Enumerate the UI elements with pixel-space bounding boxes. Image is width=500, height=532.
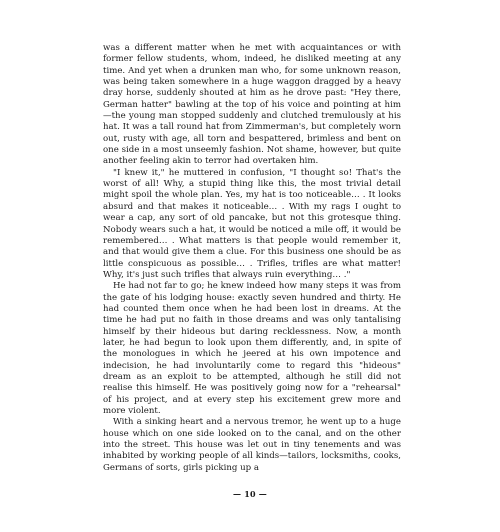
page-number: — 10 — <box>233 489 267 499</box>
paragraph-hat-monologue: "I knew it," he muttered in confusion, "I thought so! That's the worst of all! Why, a stupid thing like this, the most trivial detail might spoil the whole plan. Yes, my hat is too noticeable… . It looks absurd and that makes it noticeable… . With my rags I ought to wear a cap, any sort of old pancake, but not this grotesque thing. Nobody wears such a hat, it would be noticed a mile off, it would be remembered… . What matters is that people would remember it, and that would give them a clue. For this business one should be as little conspicuous as possible… . Trifles, trifles are what matter! Why, it's just such trifles that always ruin everything… ." <box>103 167 401 280</box>
body-text <box>103 43 401 474</box>
paragraph-huge-house: With a sinking heart and a nervous tremor, he went up to a huge house which on one side looked on to the canal, and on the other into the street. This house was let out in tiny tenements and was inhabited by working people of all kinds—tailors, locksmiths, cooks, Germans of sorts, girls picking up a <box>103 417 401 473</box>
paragraph-seven-hundred-steps: He had not far to go; he knew indeed how many steps it was from the gate of his lodging house: exactly seven hundred and thirty. He had counted them once when he had been lost in dreams. At the time he had put no faith in those dreams and was only tantalising himself by their hideous but daring recklessness. Now, a month later, he had begun to look upon them differently, and, in spite of the monologues in which he jeered at his own impotence and indecision, he had involuntarily come to regard this "hideous" dream as an exploit to be attempted, although he still did not realise this himself. He was positively going now for a "rehearsal" of his project, and at every step his excitement grew more and more violent. <box>103 281 401 416</box>
paragraph-continuation: was a different matter when he met with acquaintances or with former fellow students, whom, indeed, he disliked meeting at any time. And yet when a drunken man who, for some unknown reason, was being taken somewhere in a huge waggon dragged by a heavy dray horse, suddenly shouted at him as he drove past: "Hey there, German hatter" bawling at the top of his voice and pointing at him—the young man stopped suddenly and clutched tremulously at his hat. It was a tall round hat from Zimmerman's, but completely worn out, rusty with age, all torn and bespattered, brimless and bent on one side in a most unseemly fashion. Not shame, however, but quite another feeling akin to terror had overtaken him. <box>103 43 401 167</box>
